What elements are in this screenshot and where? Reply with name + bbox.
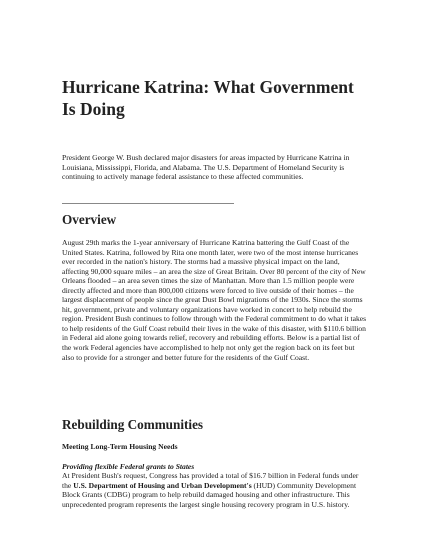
intro-paragraph: President George W. Bush declared major disasters for areas impacted by Hurricane Katrina in Louisiana, Mississippi, Florida, and Alabama. The U.S. Department of Homeland Security is continuing to actively manage federal assistance to these affected communities. [62, 153, 350, 182]
hud-name: U.S. Department of Housing and Urban Development's [73, 480, 252, 490]
overview-heading: Overview [62, 212, 117, 227]
rebuilding-heading: Rebuilding Communities [62, 417, 204, 432]
section-divider [62, 203, 234, 204]
grants-text-part2: (HUD) Community Development Block Grants (CDBG) program to help rebuild damaged housing and other infrastructure. This unprecedented program represents the largest single housing recovery program in U.S. history. [62, 480, 357, 509]
housing-needs-subheading: Meeting Long-Term Housing Needs [62, 442, 178, 451]
page-title: Hurricane Katrina: What Government Is Doing [62, 77, 354, 119]
overview-paragraph: August 29th marks the 1-year anniversary of Hurricane Katrina battering the Gulf Coast of the United States. Katrina, followed by Rita one month later, were two of the most intense hurricanes ever recorded in the nation's history. The storms had a massive physical impact on the land, affecting 90,000 square miles – an area the size of Great Britain. Over 80 percent of the city of New Orleans flooded – an area seven times the size of Manhattan. More than 1.5 million people were directly affected and more than 800,000 citizens were forced to live outside of their homes – the largest displacement of people since the great Dust Bowl migrations of the 1930s. Since the storms hit, government, private and voluntary organizations have worked in concert to help rebuild the region. President Bush continues to follow through with the Federal commitment to do what it takes to help residents of the Gulf Coast rebuild their lives in the wake of this disaster, with $110.6 billion in Federal aid alone going towards relief, recovery and rebuilding efforts. Below is a partial list of the work Federal agencies have accomplished to help not only get the region back on its feet but also to provide for a stronger and better future for the residents of the Gulf Coast. [62, 238, 367, 362]
grants-text-part1: At President Bush's request, Congress has provided a total of $16.7 billion in Federal funds under the [62, 471, 359, 490]
federal-grants-paragraph [62, 471, 368, 509]
federal-grants-item-title: Providing flexible Federal grants to States [62, 462, 195, 471]
